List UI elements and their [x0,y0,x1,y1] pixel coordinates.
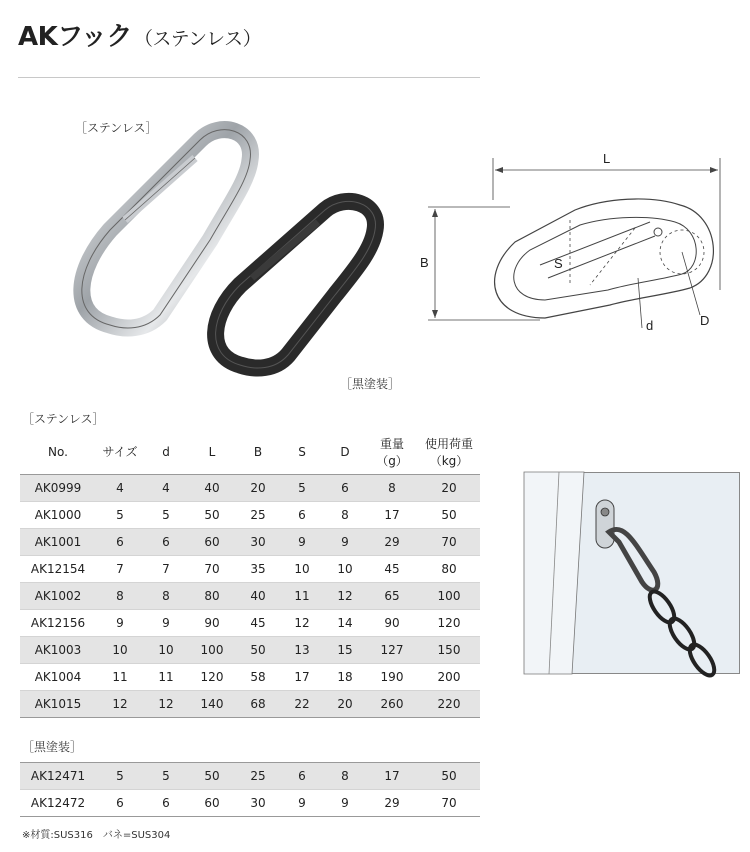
dim-D-label: D [700,313,710,328]
col-L: L [208,444,216,459]
table-row [20,555,480,582]
table-cell: 25 [236,763,280,790]
col-size: サイズ [102,445,138,460]
table-cell: 29 [366,528,418,555]
table-cell: 70 [204,561,220,576]
stainless-section-label: ［ステンレス］ [22,412,105,426]
table-cell: 8 [366,474,418,501]
black-spec-table [20,762,480,817]
table-cell: 120 [200,669,224,684]
table-cell: 60 [188,528,236,555]
dimension-diagram [420,150,740,340]
table-cell: 6 [144,528,188,555]
table-cell: 68 [236,690,280,717]
table-cell: 50 [236,636,280,663]
table-cell: 220 [418,690,480,717]
table-cell: 12 [324,582,366,609]
table-cell: 4 [96,474,144,501]
table-cell: 5 [96,763,144,790]
table-cell: 18 [337,669,353,684]
table-cell: 90 [384,615,400,630]
table-cell: 127 [366,636,418,663]
page-title [18,16,261,53]
table-row [20,636,480,663]
table-cell: 6 [162,796,170,810]
table-cell: 9 [324,528,366,555]
table-cell: 190 [380,669,404,684]
table-cell: 50 [418,763,480,790]
table-cell: 5 [116,507,124,522]
usage-illustration [524,472,740,674]
table-cell: 15 [324,636,366,663]
table-cell: 13 [280,636,324,663]
table-cell: 12 [96,690,144,717]
stainless-photo-label: ［ステンレス］ [75,121,158,135]
table-cell: 9 [280,528,324,555]
page-title-sub: （ステンレス） [133,28,262,50]
table-cell: 9 [162,615,170,630]
table-row [20,582,480,609]
table-cell: AK12156 [30,615,86,630]
table-cell: 50 [441,507,457,522]
table-cell: 11 [280,582,324,609]
table-cell: 7 [162,561,170,576]
table-cell: 17 [294,669,310,684]
table-cell: 20 [324,690,366,717]
table-cell: AK1003 [20,636,96,663]
table-cell: 40 [236,582,280,609]
table-cell: AK12471 [20,763,96,790]
table-cell: 6 [96,528,144,555]
table-cell: 30 [250,796,266,810]
table-cell: 6 [280,763,324,790]
table-cell: 22 [280,690,324,717]
title-divider [18,77,480,78]
table-cell: 40 [188,474,236,501]
table-row [20,690,480,717]
table-cell: 30 [236,528,280,555]
table-cell: 45 [250,615,266,630]
table-row [20,790,480,817]
table-cell: 50 [204,507,220,522]
table-cell: 260 [366,690,418,717]
table-cell: AK12154 [30,561,86,576]
dim-L-label: L [603,151,611,166]
table-cell: 9 [341,796,349,810]
table-cell: 8 [341,507,349,522]
table-cell: 29 [384,796,400,810]
table-cell: 45 [384,561,400,576]
table-cell: 80 [441,561,457,576]
table-cell: 150 [418,636,480,663]
table-row [20,474,480,501]
dim-B-label: B [420,255,429,270]
table-cell: 20 [418,474,480,501]
table-cell: AK12472 [30,796,86,810]
table-cell: 65 [366,582,418,609]
table-cell: AK1000 [34,507,82,522]
table-header-row [20,430,480,474]
dim-d-label: d [646,318,654,333]
material-footnote: ※材質:SUS316 バネ=SUS304 [22,830,171,841]
table-cell: 100 [418,582,480,609]
table-cell: 10 [337,561,353,576]
table-cell: 10 [96,636,144,663]
table-cell: 7 [116,561,124,576]
col-D: D [340,444,350,459]
table-cell: AK0999 [20,474,96,501]
table-cell: 90 [204,615,220,630]
col-B: B [253,444,263,459]
table-cell: 100 [188,636,236,663]
table-row [20,528,480,555]
black-hook-image [200,190,400,380]
table-cell: 25 [250,507,266,522]
table-cell: 20 [236,474,280,501]
table-cell: 70 [441,796,457,810]
dim-S-label: S [554,256,563,271]
table-cell: 6 [324,474,366,501]
table-cell: 6 [298,507,306,522]
table-cell: 60 [204,796,220,810]
table-cell: 50 [188,763,236,790]
table-cell: 14 [337,615,353,630]
col-load: 使用荷重 （kg） [424,436,473,468]
table-cell: 8 [96,582,144,609]
black-section-label: ［黒塗装］ [22,740,83,754]
table-cell: 5 [144,763,188,790]
col-S: S [298,444,306,459]
table-cell: 8 [144,582,188,609]
table-cell: 9 [116,615,124,630]
table-cell: AK1002 [20,582,96,609]
table-cell: AK1015 [20,690,96,717]
table-cell: 9 [298,796,306,810]
table-cell: 4 [144,474,188,501]
col-d: d [162,444,170,459]
table-row [20,663,480,690]
table-cell: 17 [384,507,400,522]
table-cell: 35 [250,561,266,576]
table-row [20,609,480,636]
table-row [20,763,480,790]
table-cell: 200 [437,669,461,684]
table-row [20,501,480,528]
black-photo-label: ［黒塗装］ [340,377,401,391]
table-cell: 12 [294,615,310,630]
table-cell: 140 [188,690,236,717]
table-cell: 11 [158,669,174,684]
col-no: No. [48,444,68,459]
table-cell: AK1001 [20,528,96,555]
table-cell: 10 [144,636,188,663]
table-cell: 70 [418,528,480,555]
table-cell: 5 [280,474,324,501]
table-cell: 12 [144,690,188,717]
table-cell: 80 [188,582,236,609]
table-cell: 17 [366,763,418,790]
table-cell: 11 [112,669,128,684]
table-cell: AK1004 [34,669,82,684]
table-cell: 10 [294,561,310,576]
page-title-main: AKフック [18,22,132,52]
table-cell: 8 [324,763,366,790]
stainless-spec-table [20,430,480,718]
table-cell: 5 [162,507,170,522]
table-cell: 58 [250,669,266,684]
col-weight: 重量 （g） [376,436,408,468]
table-cell: 120 [437,615,461,630]
table-cell: 6 [116,796,124,810]
